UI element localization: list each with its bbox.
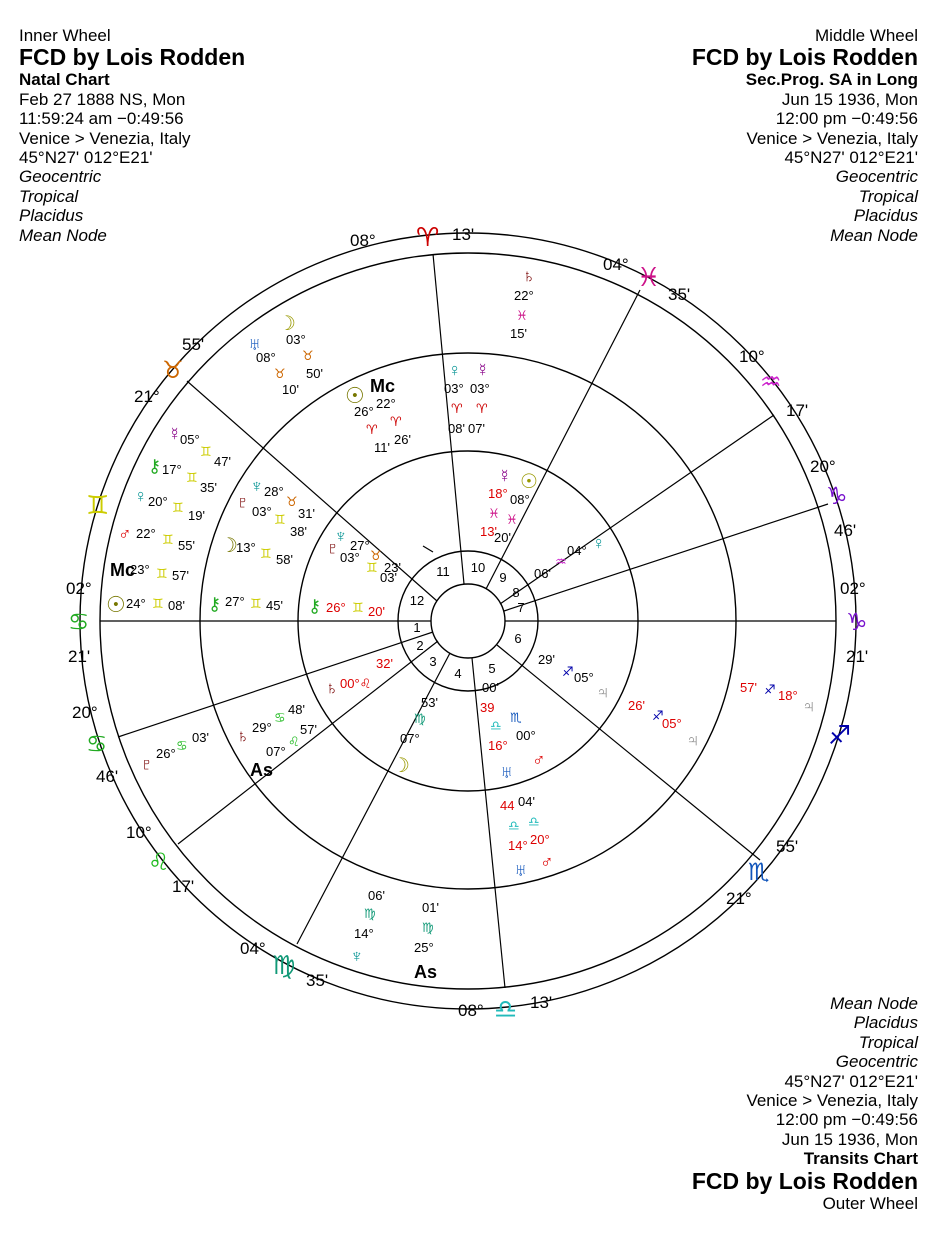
middle-center: Geocentric [835,167,918,187]
outer-mercury-icon: ☿ [168,424,182,444]
outer-neptune-deg: 14° [354,926,374,941]
outer-center: Geocentric [835,1052,918,1072]
outer-as-virgo: ♍ [422,920,434,935]
outer-zodiac: Tropical [858,1032,918,1052]
outer-pluto-icon: ♇ [140,754,154,774]
house-12: 12 [409,593,425,608]
house-6: 6 [514,631,522,646]
middle-pluto-gemini: ♊ [274,512,286,527]
inner-mercury-min: 13' [480,524,497,539]
taurus-icon: ♉ [162,357,184,384]
cusp-ul-a-min: 55' [182,335,205,354]
middle-mercury-aries: ♈ [476,401,488,416]
outer-venus-min: 19' [188,508,205,523]
middle-neptune-deg: 28° [264,484,284,499]
virgo-icon: ♍ [272,950,296,980]
cusp-bottom-deg: 08° [458,1001,484,1020]
house-11: 11 [436,564,450,579]
middle-neptune-icon: ♆ [250,476,264,496]
outer-chart-type: Transits Chart [803,1149,918,1169]
outer-neptune-min: 06' [368,888,385,903]
outer-jupiter-icon: ♃ [802,696,816,716]
cusp-line-11-stub [423,546,433,552]
inner-neptune-min: 23' [384,560,401,575]
middle-pluto-icon: ♇ [236,492,250,512]
outer-saturn-pisces: ♓ [516,308,528,323]
cusp-bottom-min: 13' [530,993,553,1012]
cusp-top-deg: 08° [350,231,376,250]
middle-venus-aries: ♈ [451,401,463,416]
venus-icon: ♀ [592,533,606,553]
middle-time: 12:00 pm −0:49:56 [775,109,918,129]
middle-saturn-min: 48' [288,702,305,717]
middle-uranus-libra: ♎ [508,818,520,833]
middle-as-deg: 07° [266,744,286,759]
mercury-icon: ☿ [498,466,512,486]
middle-place: Venice > Venezia, Italy [746,128,918,148]
inner-chiron-deg: 26° [326,600,346,615]
middle-name: FCD by Lois Rodden [691,44,918,71]
libra-icon: ♎ [494,994,518,1024]
cusp-line-7a [504,504,828,611]
outer-uranus-taurus: ♉ [274,366,286,381]
inner-moon-deg: 07° [400,731,420,746]
middle-date: Jun 15 1936, Mon [781,89,918,109]
outer-chiron-min: 35' [200,480,217,495]
inner-moon-sign: ♍ [414,711,426,726]
middle-moon-deg: 13° [236,540,256,555]
saturn-icon: ♄ [325,678,339,698]
inner-pluto-min: 03' [380,570,397,585]
pluto-icon: ♇ [326,538,340,558]
outer-coords: 45°N27' 012°E21' [784,1071,918,1091]
house-2: 2 [416,638,424,653]
middle-as-min: 57' [300,722,317,737]
middle-venus-min: 08' [448,421,465,436]
outer-moon-min: 50' [306,366,323,381]
middle-uranus-icon: ♅ [514,860,528,880]
outer-moon-deg: 03° [286,332,306,347]
middle-chiron-min: 45' [266,598,283,613]
outer-wheel-label: Outer Wheel [822,1193,918,1213]
house-5: 5 [488,661,496,676]
cusp-top-min: 13' [452,225,475,244]
mars-icon: ♂ [532,750,546,770]
uranus-icon: ♅ [500,762,514,782]
middle-mars-libra: ♎ [528,814,540,829]
inner-sun-sign: ♓ [506,512,518,527]
cusp-labels [66,222,868,1024]
outer-neptune-virgo: ♍ [364,906,376,921]
inner-neptune-deg: 27° [350,538,370,553]
inner-place: Venice > Venezia, Italy [19,128,191,148]
middle-mc-deg: 22° [376,396,396,411]
middle-mc-min: 26' [394,432,411,447]
outer-neptune-icon: ♆ [350,946,364,966]
outer-mars-icon: ♂ [118,524,132,544]
outer-uranus-icon: ♅ [248,334,262,354]
cusp-ll-a-min: 46' [96,767,119,786]
inner-pluto-sign: ♉ [370,548,382,563]
middle-as-label: As [250,760,274,780]
sun-icon: ☉ [520,471,538,493]
sagittarius-icon: ♐ [828,720,852,750]
inner-jupiter-deg: 05° [574,670,594,685]
inner-uranus-sign: ♏ [510,710,522,725]
outer-mc-label: Mc [110,560,136,580]
outer-time: 12:00 pm −0:49:56 [775,1110,918,1130]
middle-mercury-icon: ☿ [476,360,490,380]
middle-saturn-cancer: ♋ [274,710,286,725]
middle-chiron-icon: ⚷ [208,594,222,614]
outer-jupiter-min: 57' [740,680,757,695]
middle-chiron-deg: 27° [225,594,245,609]
inner-chiron-sign: ♊ [352,600,364,615]
hub-ring [431,584,505,658]
outer-sun-gemini: ♊ [152,596,164,611]
outer-mc-gemini: ♊ [156,566,168,581]
cusp-ll-b-min: 17' [172,877,195,896]
middle-chiron-gemini: ♊ [250,596,262,611]
inner-mercury-deg: 18° [488,486,508,501]
cusp-ul-a-deg: 21° [134,387,160,406]
outer-saturn-icon: ♄ [522,266,536,286]
cusp-ll-c-min: 35' [306,971,329,990]
outer-chiron-icon: ⚷ [148,456,162,476]
outer-mercury-gemini: ♊ [200,444,212,459]
outer-as-label: As [414,962,438,982]
outer-mars-deg: 22° [136,526,156,541]
outer-mars-gemini: ♊ [162,532,174,547]
middle-wheel-label: Middle Wheel [815,26,918,45]
middle-jupiter-min: 26' [628,698,645,713]
cusp-ll-c-deg: 04° [240,939,266,958]
middle-mc-aries: ♈ [390,414,402,429]
outer-venus-icon: ♀ [134,486,148,506]
inner-zodiac: Tropical [19,186,79,206]
inner-houses: Placidus [19,206,84,226]
middle-venus-deg: 03° [444,381,464,396]
middle-mars-icon: ♂ [540,852,554,872]
inner-jupiter-min: 29' [538,652,555,667]
middle-houses: Placidus [853,206,918,226]
inner-moon-min: 53' [421,695,438,710]
middle-neptune-taurus: ♉ [286,494,298,509]
cusp-left-min: 21' [68,647,91,666]
inner-date: Feb 27 1888 NS, Mon [19,89,186,109]
middle-sun-aries: ♈ [366,422,378,437]
capricorn-icon-2: ♑ [826,483,848,510]
inner-mars-deg: 16° [488,738,508,753]
pisces-icon: ♓ [637,262,661,292]
inner-venus-deg: 04° [567,543,587,558]
outer-saturn-deg: 22° [514,288,534,303]
inner-uranus-deg: 00° [516,728,536,743]
outer-mc-deg: 23° [130,562,150,577]
middle-jupiter-icon: ♃ [686,730,700,750]
outer-name: FCD by Lois Rodden [691,1167,918,1194]
cusp-right-deg: 02° [840,579,866,598]
outer-mercury-deg: 05° [180,432,200,447]
inner-uranus-min: 00' [482,680,499,695]
middle-mc-label: Mc [370,376,396,396]
outer-moon-taurus: ♉ [302,348,314,363]
outer-houses: Placidus [853,1013,918,1033]
middle-pluto-min: 38' [290,524,307,539]
inner-saturn-pos: 00°♌ [340,676,372,691]
inner-planets [308,466,610,782]
outer-moon-icon: ☽ [278,313,296,335]
inner-coords: 45°N27' 012°E21' [19,148,153,168]
cusp-ll-a-deg: 20° [72,703,98,722]
aries-icon: ♈ [416,222,440,252]
inner-node: Mean Node [19,225,107,245]
leo-icon: ♌ [148,849,170,876]
middle-mercury-deg: 03° [470,381,490,396]
outer-pluto-min: 03' [192,730,209,745]
cusp-ur-c-deg: 20° [810,457,836,476]
middle-sun-icon: ☉ [345,383,365,408]
outer-saturn-min: 15' [510,326,527,341]
inner-sun-deg: 08° [510,492,530,507]
capricorn-icon: ♑ [846,609,868,636]
middle-pluto-deg: 03° [252,504,272,519]
cancer-icon-2: ♋ [86,731,108,758]
inner-mars-min: 39 [480,700,495,715]
outer-pluto-deg: 26° [156,746,176,761]
house-10: 10 [470,560,486,575]
house-8: 8 [512,585,520,600]
inner-time: 11:59:24 am −0:49:56 [19,109,184,129]
inner-center: Geocentric [19,167,102,187]
middle-zodiac: Tropical [858,186,918,206]
outer-sun-min: 08' [168,598,185,613]
outer-sun-icon: ☉ [106,592,126,617]
outer-as-min: 01' [422,900,439,915]
outer-jupiter-sag: ♐ [764,682,776,697]
house-7: 7 [517,600,525,615]
inner-jupiter-sign: ♐ [562,664,574,679]
outer-node: Mean Node [830,994,918,1013]
middle-sun-deg: 26° [354,404,374,419]
middle-uranus-deg: 44 [500,798,515,813]
inner-mercury-sign: ♓ [488,506,500,521]
outer-mc-min: 57' [172,568,189,583]
cusp-ur-a-deg: 04° [603,255,629,274]
outer-chiron-gemini: ♊ [186,470,198,485]
outer-place: Venice > Venezia, Italy [746,1091,918,1111]
inner-sun-min: 20' [494,530,511,545]
outer-as-deg: 25° [414,940,434,955]
middle-mars-deg: 14° [508,838,528,853]
inner-venus-min: 06' [534,566,551,581]
cusp-left-deg: 02° [66,579,92,598]
outer-venus-deg: 20° [148,494,168,509]
cusp-right-min: 21' [846,647,869,666]
middle-moon-gemini: ♊ [260,546,272,561]
middle-saturn-icon: ♄ [236,726,250,746]
inner-chart-type: Natal Chart [19,70,110,90]
middle-moon-icon: ☽ [220,535,238,557]
outer-uranus-deg: 08° [256,350,276,365]
cusp-lines [100,254,836,988]
inner-pluto-deg: 03° [340,550,360,565]
cancer-icon: ♋ [68,609,90,636]
inner-neptune-sign: ♊ [366,560,378,575]
inner-wheel-label: Inner Wheel [19,26,111,45]
outer-mars-min: 55' [178,538,195,553]
outer-date: Jun 15 1936, Mon [781,1129,918,1149]
middle-coords: 45°N27' 012°E21' [784,148,918,168]
middle-uranus-min: 04' [518,794,535,809]
middle-node: Mean Node [830,225,918,245]
inner-chiron-min: 20' [368,604,385,619]
middle-planets [208,360,700,880]
outer-jupiter-deg: 18° [778,688,798,703]
middle-chart-type: Sec.Prog. SA in Long [745,70,918,90]
cusp-ll-b-deg: 10° [126,823,152,842]
middle-neptune-min: 31' [298,506,315,521]
cusp-ur-c-min: 46' [834,521,857,540]
cusp-line-3 [178,641,438,844]
cusp-lr-b-min: 55' [776,837,799,856]
jupiter-icon: ♃ [596,682,610,702]
house-4: 4 [454,666,462,681]
chiron-icon: ⚷ [308,596,322,616]
outer-pluto-cancer: ♋ [176,738,188,753]
cusp-ur-b-min: 17' [786,401,809,420]
inner-mars-sign: ♎ [490,718,502,733]
outer-venus-gemini: ♊ [172,500,184,515]
middle-venus-icon: ♀ [448,360,462,380]
aquarius-icon: ♒ [760,369,782,396]
inner-venus-sign: ♒ [555,554,567,569]
outer-uranus-min: 10' [282,382,299,397]
house-1: 1 [413,620,421,635]
outer-sun-deg: 24° [126,596,146,611]
gemini-icon: ♊ [86,490,110,520]
neptune-icon: ♆ [334,526,348,546]
cusp-ur-a-min: 35' [668,285,691,304]
outer-mercury-min: 47' [214,454,231,469]
house-9: 9 [499,570,507,585]
cusp-line-mc [433,254,464,584]
cusp-ur-b-deg: 10° [739,347,765,366]
middle-jupiter-sign: ♐ [652,708,664,723]
scorpio-icon: ♏ [748,859,770,886]
middle-saturn-deg: 29° [252,720,272,735]
middle-mercury-min: 07' [468,421,485,436]
outer-chiron-deg: 17° [162,462,182,477]
cusp-lr-b-deg: 21° [726,889,752,908]
middle-as-leo: ♌ [288,734,300,749]
inner-saturn-min: 32' [376,656,393,671]
middle-jupiter-deg: 05° [662,716,682,731]
inner-name: FCD by Lois Rodden [19,44,246,71]
middle-moon-min: 58' [276,552,293,567]
house-3: 3 [429,654,437,669]
middle-mars-min: 20° [530,832,550,847]
middle-sun-min: 11' [374,440,390,455]
moon-icon: ☽ [392,755,410,777]
